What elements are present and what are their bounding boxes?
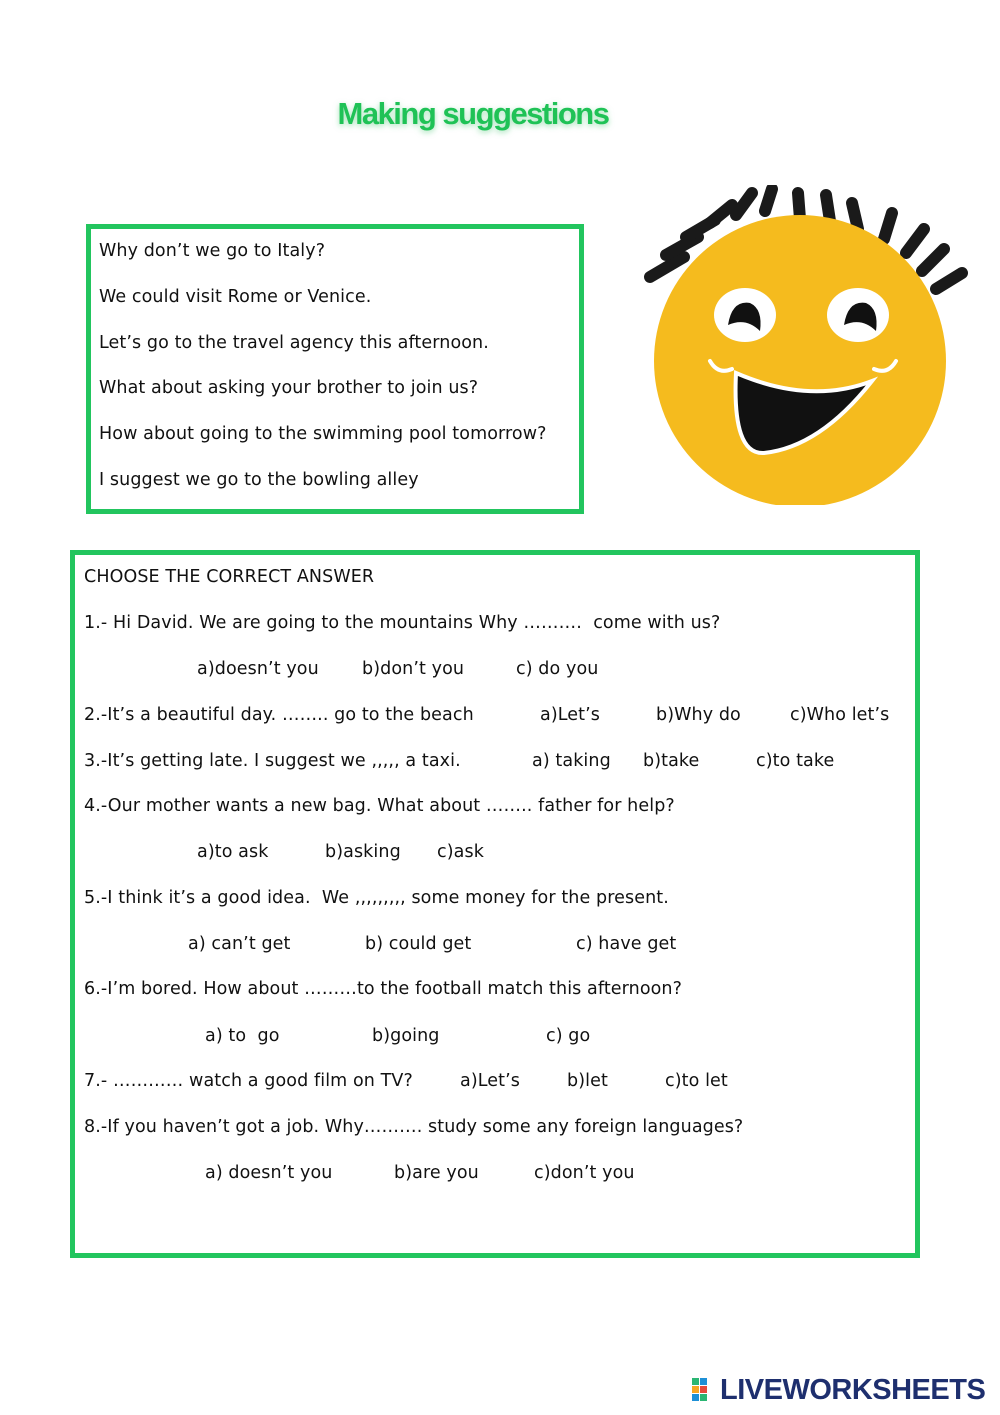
question-3-option-c: c)to take	[756, 751, 835, 771]
question-7-option-c: c)to let	[665, 1071, 728, 1091]
question-6: 6.-I’m bored. How about ………to the football match this afternoon?	[84, 979, 683, 999]
smiley-face-icon	[640, 185, 970, 505]
question-4-option-b: b)asking	[325, 842, 401, 862]
liveworksheets-logo-icon	[692, 1378, 716, 1402]
question-8: 8.-If you haven’t got a job. Why………. study some any foreign languages?	[84, 1117, 744, 1137]
question-6-option-a: a) to go	[205, 1026, 280, 1046]
question-4-option-c: c)ask	[437, 842, 484, 862]
question-5-option-b: b) could get	[365, 934, 472, 954]
example-5: How about going to the swimming pool tomorrow?	[99, 424, 547, 444]
question-6-option-b: b)going	[372, 1026, 440, 1046]
question-1-option-c: c) do you	[516, 659, 599, 679]
exercise-heading: CHOOSE THE CORRECT ANSWER	[84, 567, 375, 587]
question-7: 7.- ………… watch a good film on TV?	[84, 1071, 413, 1091]
example-3: Let’s go to the travel agency this afternoon.	[99, 333, 489, 353]
question-6-option-c: c) go	[546, 1026, 591, 1046]
question-7-option-b: b)let	[567, 1071, 608, 1091]
question-8-option-a: a) doesn’t you	[205, 1163, 333, 1183]
question-1-option-b: b)don’t you	[362, 659, 465, 679]
example-6: I suggest we go to the bowling alley	[99, 470, 419, 490]
liveworksheets-logo	[692, 1375, 985, 1405]
question-4-option-a: a)to ask	[197, 842, 269, 862]
page-title: Making suggestions	[337, 96, 609, 131]
question-7-option-a: a)Let’s	[460, 1071, 521, 1091]
question-2-option-b: b)Why do	[656, 705, 741, 725]
question-1: 1.- Hi David. We are going to the mountains Why ………. come with us?	[84, 613, 721, 633]
question-2: 2.-It’s a beautiful day. …….. go to the beach	[84, 705, 474, 725]
logo-text: LIVEWORKSHEETS	[720, 1373, 986, 1406]
example-1: Why don’t we go to Italy?	[99, 241, 326, 261]
question-5-option-c: c) have get	[576, 934, 677, 954]
question-2-option-c: c)Who let’s	[790, 705, 890, 725]
question-1-option-a: a)doesn’t you	[197, 659, 319, 679]
question-5-option-a: a) can’t get	[188, 934, 291, 954]
question-2-option-a: a)Let’s	[540, 705, 601, 725]
question-3: 3.-It’s getting late. I suggest we ,,,,, a taxi.	[84, 751, 461, 771]
example-4: What about asking your brother to join us?	[99, 378, 479, 398]
question-8-option-b: b)are you	[394, 1163, 479, 1183]
example-2: We could visit Rome or Venice.	[99, 287, 372, 307]
question-3-option-b: b)take	[643, 751, 700, 771]
question-3-option-a: a) taking	[532, 751, 611, 771]
question-4: 4.-Our mother wants a new bag. What about …….. father for help?	[84, 796, 675, 816]
question-8-option-c: c)don’t you	[534, 1163, 635, 1183]
question-5: 5.-I think it’s a good idea. We ,,,,,,,,, some money for the present.	[84, 888, 669, 908]
